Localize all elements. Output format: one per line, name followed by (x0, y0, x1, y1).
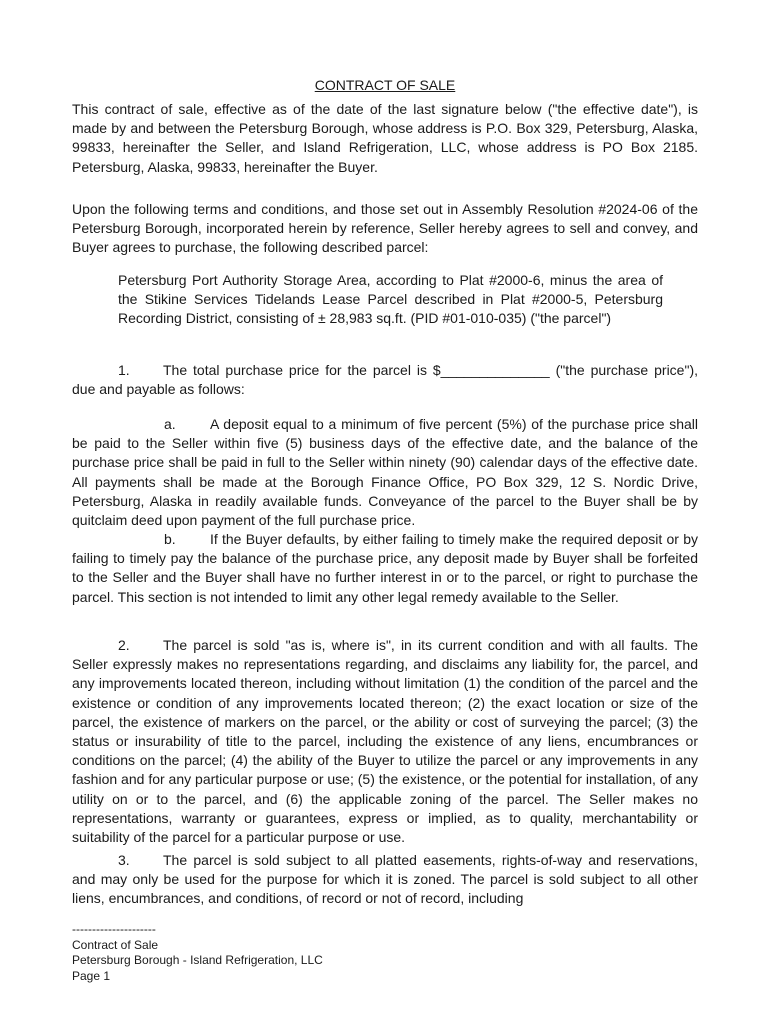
section-2 (72, 636, 698, 847)
footer-line-1: Contract of Sale (72, 937, 159, 952)
section-1a (72, 415, 698, 530)
parcel-description: Petersburg Port Authority Storage Area, according to Plat #2000-6, minus the area of the Stikine Services Tidelands Lease Parcel described in Plat #2000-5, Petersburg Recording District, consisting of ± 28,983 sq.ft. (PID #01-010-035) ("the parcel") (118, 272, 663, 327)
section-1b (72, 530, 698, 607)
terms-intro-paragraph: Upon the following terms and conditions, and those set out in Assembly Resolution #2024-06 of the Petersburg Borough, incorporated herein by reference, Seller hereby agrees to sell and convey, and Buyer agrees to purchase, the following described parcel: (72, 201, 698, 256)
footer-page-number: Page 1 (72, 968, 111, 983)
section-3-number: 3. (118, 852, 130, 868)
section-1a-text: A deposit equal to a minimum of five percent (5%) of the purchase price shall be paid to the Seller within five (5) business days of the effective date, and the balance of the purchase price shall be paid in full to the Seller within ninety (90) calendar days of the effective date. All payments shall be made at the Borough Finance Office, PO Box 329, 12 S. Nordic Drive, Petersburg, Alaska in readily available funds. Conveyance of the parcel to the Buyer shall be by quitclaim deed upon payment of the full purchase price. (72, 416, 698, 529)
section-1b-label: b. (164, 531, 176, 547)
page-footer (72, 922, 472, 984)
document-title: CONTRACT OF SALE (314, 77, 456, 93)
intro-paragraph: This contract of sale, effective as of the date of the last signature below ("the effective date"), is made by and between the Petersburg Borough, whose address is P.O. Box 329, Petersburg, Alaska, 99833, hereinafter the Seller, and Island Refrigeration, LLC, whose address is PO Box 2185. Petersburg, Alaska, 99833, hereinafter the Buyer. (72, 101, 698, 175)
section-2-number: 2. (118, 637, 130, 653)
section-3-text: The parcel is sold subject to all platted easements, rights-of-way and reservations, and may only be used for the purpose for which it is zoned. The parcel is sold subject to all other liens, encumbrances, and conditions, of record or not of record, including (72, 852, 698, 907)
section-1a-label: a. (164, 416, 176, 432)
footer-rule: --------------------- (72, 922, 156, 936)
section-1b-text: If the Buyer defaults, by either failing to timely make the required deposit or by failing to timely pay the balance of the purchase price, any deposit made by Buyer shall be forfeited to the Seller and the Buyer shall have no further interest in or to the parcel, or right to purchase the parcel. This section is not intended to limit any other legal remedy available to the Seller. (72, 531, 698, 605)
section-3 (72, 851, 698, 909)
footer-line-2: Petersburg Borough - Island Refrigeration, LLC (72, 953, 323, 967)
section-1 (72, 361, 698, 399)
section-1-number: 1. (118, 362, 130, 378)
section-1-text: The total purchase price for the parcel is $______________ ("the purchase price"), due and payable as follows: (72, 362, 698, 398)
section-2-text: The parcel is sold "as is, where is", in its current condition and with all faults. The Seller expressly makes no representations regarding, and disclaims any liability for, the parcel, and any improvements located thereon, including without limitation (1) the condition of the parcel and the existence or condition of any improvements located thereon; (2) the exact location or size of the parcel, the existence of markers on the parcel, or the ability or cost of surveying the parcel; (3) the status or insurability of title to the parcel, including the existence of any liens, encumbrances or conditions on the parcel; (4) the ability of the Buyer to utilize the parcel or any improvements in any fashion and for any particular purpose or use; (5) the existence, or the potential for installation, of any utility on or to the parcel, and (6) the applicable zoning of the parcel. The Seller makes no representations, warranty or guarantees, express or implied, as to quality, merchantability or suitability of the parcel for a particular purpose or use. (72, 637, 698, 846)
